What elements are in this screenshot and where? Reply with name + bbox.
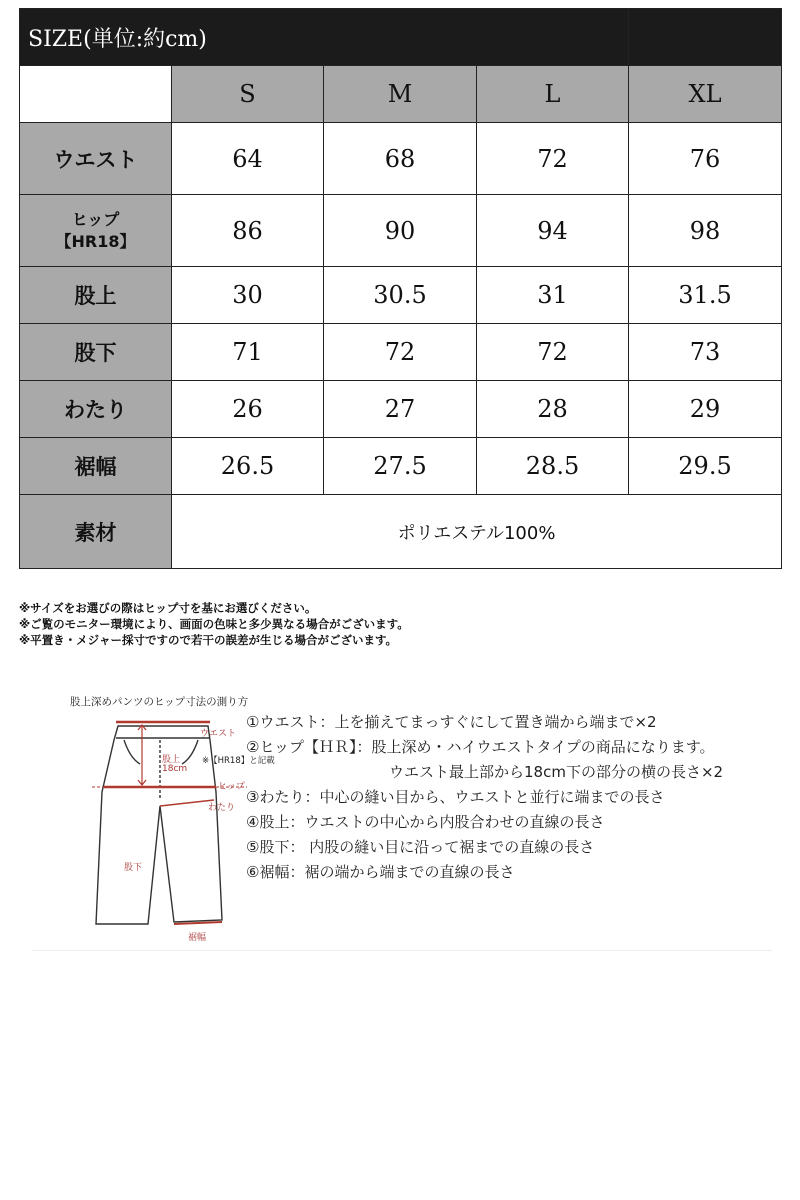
- cell-value: 94: [477, 195, 629, 267]
- size-header-s: S: [172, 66, 324, 123]
- guide-line: ウエスト最上部から18cm下の部分の横の長さ×2: [389, 763, 724, 781]
- cell-value: 28: [477, 381, 629, 438]
- size-header-m: M: [324, 66, 477, 123]
- note-line: ※平置き・メジャー採寸ですので若干の誤差が生じる場合がございます。: [19, 633, 398, 647]
- note-line: ※ご覧のモニター環境により、画面の色味と多少異なる場合がございます。: [19, 617, 409, 631]
- note-line: ※サイズをお選びの際はヒップ寸を基にお選びください。: [19, 601, 317, 615]
- measurement-guide: [32, 688, 772, 951]
- row-label-hip: [20, 195, 172, 267]
- table-row: [20, 324, 782, 381]
- label-thigh: わたり: [208, 803, 236, 813]
- size-table: [19, 8, 782, 569]
- row-label-hem: 裾幅: [20, 438, 172, 495]
- guide-line: ①ウエスト：上を揃えてまっすぐにして置き端から端まで×2: [246, 713, 657, 731]
- row-label-material: 素材: [20, 495, 172, 569]
- table-title: SIZE(単位:約cm): [20, 9, 629, 66]
- cell-value: 72: [477, 123, 629, 195]
- cell-value: 29.5: [629, 438, 782, 495]
- label-hr-note: ※【HR18】と記載: [202, 756, 275, 766]
- cell-value: 72: [324, 324, 477, 381]
- cell-value: 30: [172, 267, 324, 324]
- row-label-hip-line2: 【HR18】: [55, 231, 136, 251]
- label-waist: ウエスト: [200, 729, 237, 739]
- guide-line: ③わたり：中心の縫い目から、ウエストと並行に端までの長さ: [246, 788, 665, 806]
- corner-cell: [20, 66, 172, 123]
- row-label-rise: 股上: [20, 267, 172, 324]
- guide-title: 股上深めパンツのヒップ寸法の測り方: [70, 696, 249, 708]
- guide-line: ⑥裾幅：裾の端から端までの直線の長さ: [246, 863, 515, 881]
- cell-value: 64: [172, 123, 324, 195]
- cell-value: 26.5: [172, 438, 324, 495]
- table-title-tail: [629, 9, 782, 66]
- cell-value: 26: [172, 381, 324, 438]
- label-rise: 股上: [162, 755, 181, 765]
- notes: [19, 600, 779, 648]
- guide-description: [246, 710, 766, 885]
- cell-value: 27.5: [324, 438, 477, 495]
- cell-value: 86: [172, 195, 324, 267]
- table-title-row: [20, 9, 782, 66]
- guide-line: ②ヒップ【ＨＲ】：股上深め・ハイウエストタイプの商品になります。: [246, 738, 715, 756]
- cell-value: 76: [629, 123, 782, 195]
- table-row: [20, 123, 782, 195]
- guide-line: ④股上：ウエストの中心から内股合わせの直線の長さ: [246, 813, 605, 831]
- cell-value: 68: [324, 123, 477, 195]
- material-value: ポリエステル100%: [172, 495, 782, 569]
- size-header-xl: XL: [629, 66, 782, 123]
- cell-value: 27: [324, 381, 477, 438]
- size-header-l: L: [477, 66, 629, 123]
- row-label-thigh: わたり: [20, 381, 172, 438]
- label-hem: 裾幅: [188, 933, 207, 943]
- size-header-row: [20, 66, 782, 123]
- cell-value: 73: [629, 324, 782, 381]
- cell-value: 29: [629, 381, 782, 438]
- cell-value: 90: [324, 195, 477, 267]
- cell-value: 31.5: [629, 267, 782, 324]
- cell-value: 30.5: [324, 267, 477, 324]
- label-hip: ヒップ: [218, 782, 245, 792]
- cell-value: 28.5: [477, 438, 629, 495]
- cell-value: 71: [172, 324, 324, 381]
- table-row: [20, 381, 782, 438]
- guide-line: ⑤股下： 内股の縫い目に沿って裾までの直線の長さ: [246, 838, 595, 856]
- table-row: [20, 195, 782, 267]
- label-inseam: 股下: [124, 863, 143, 873]
- table-row: [20, 438, 782, 495]
- cell-value: 31: [477, 267, 629, 324]
- cell-value: 72: [477, 324, 629, 381]
- cell-value: 98: [629, 195, 782, 267]
- row-label-inseam: 股下: [20, 324, 172, 381]
- row-label-hip-line1: ヒップ: [71, 209, 120, 229]
- row-label-waist: ウエスト: [20, 123, 172, 195]
- material-row: [20, 495, 782, 569]
- label-rise-cm: 18cm: [162, 764, 188, 774]
- table-row: [20, 267, 782, 324]
